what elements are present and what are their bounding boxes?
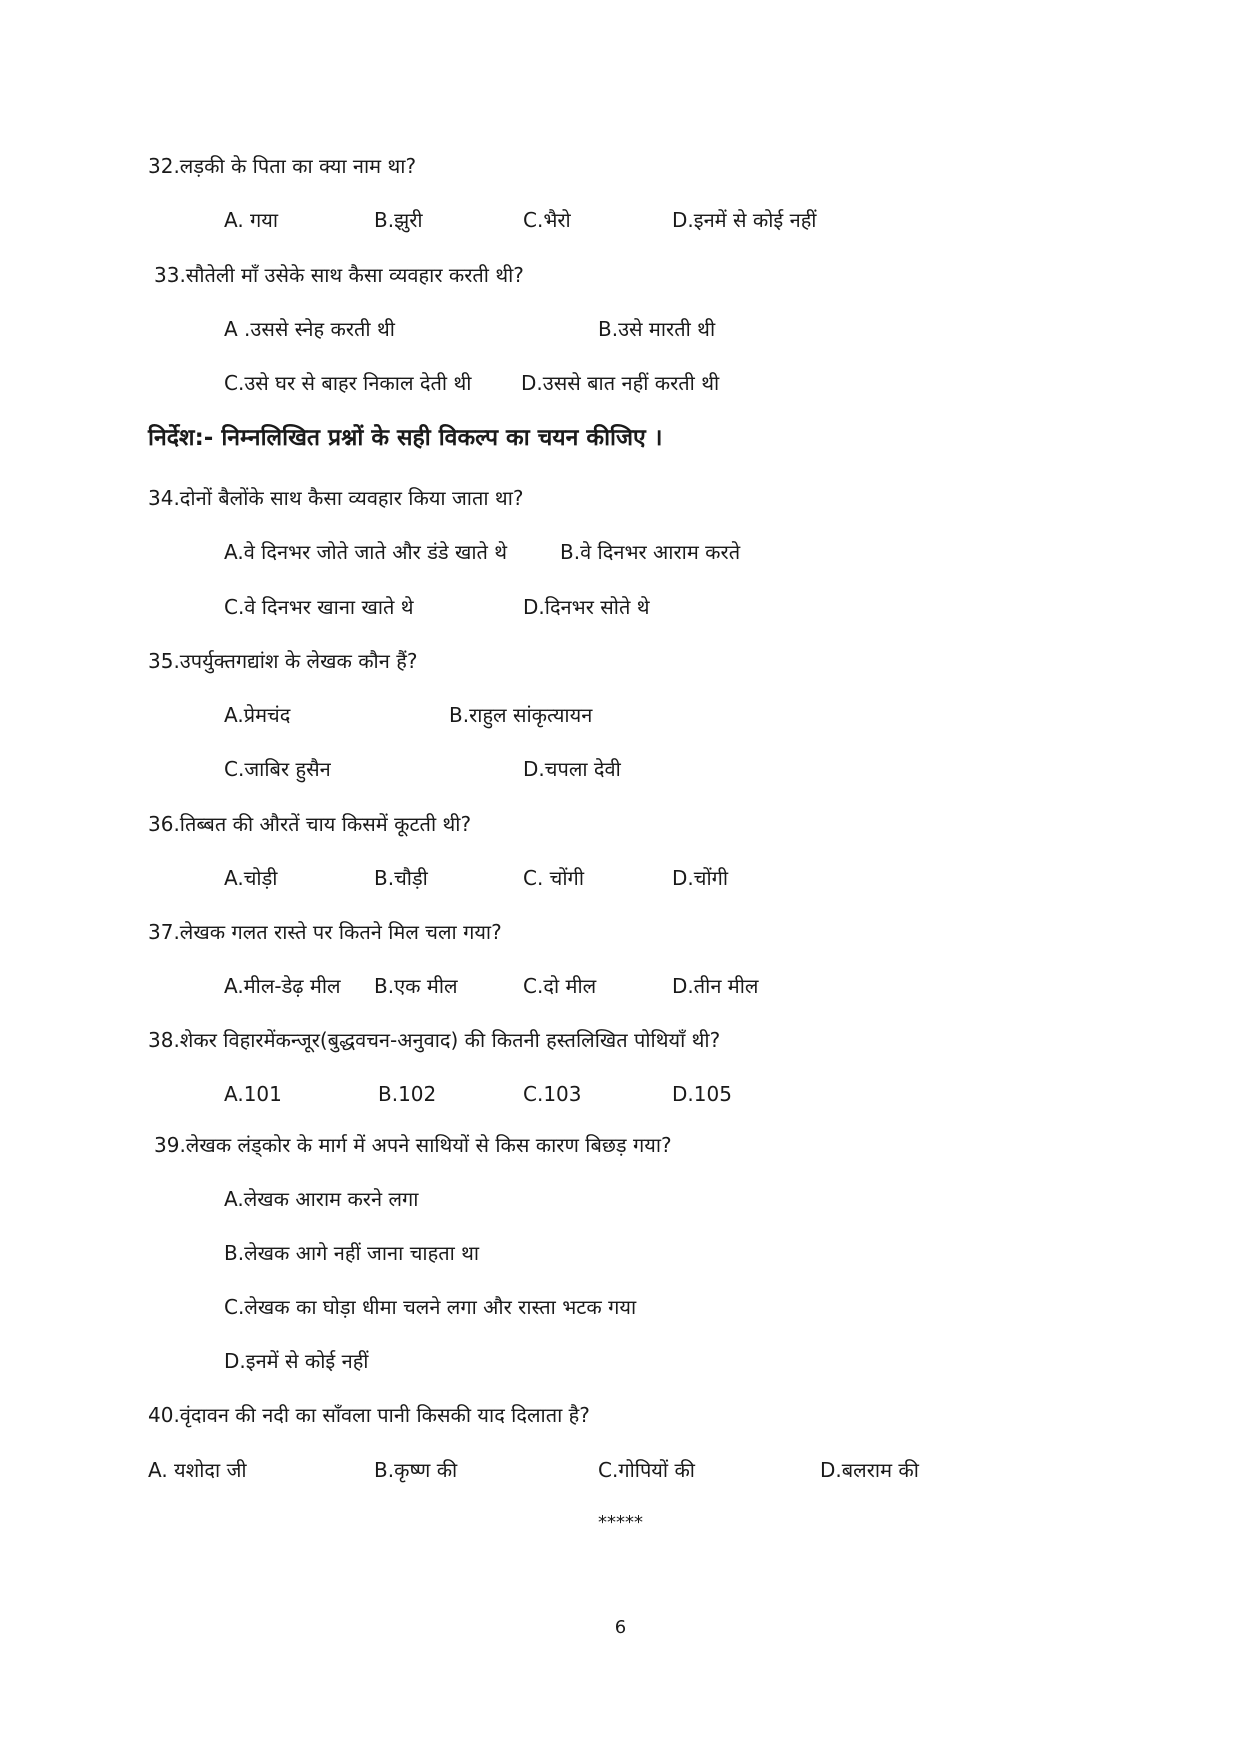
end-marker: ***** bbox=[598, 1512, 643, 1533]
question-text: 39.लेखक लंड्कोर के मार्ग में अपने साथियों से किस कारण बिछड़ गया? bbox=[154, 1133, 672, 1157]
question-text: 33.सौतेली माँ उसेके साथ कैसा व्यवहार करती थी? bbox=[154, 263, 524, 287]
question-text: 36.तिब्बत की औरतें चाय किसमें कूटती थी? bbox=[148, 812, 472, 836]
question-text: 35.उपर्युक्तगद्यांश के लेखक कौन हैं? bbox=[148, 649, 418, 673]
option-text: A.वे दिनभर जोते जाते और डंडे खाते थे bbox=[224, 540, 508, 564]
option-text: D.105 bbox=[672, 1082, 732, 1106]
option-text: C.गोपियों की bbox=[598, 1458, 695, 1482]
question-text: 32.लड़की के पिता का क्या नाम था? bbox=[148, 154, 417, 178]
option-text: C.दो मील bbox=[523, 974, 597, 998]
option-text: C. चोंगी bbox=[523, 866, 584, 890]
question-text: 37.लेखक गलत रास्ते पर कितने मिल चला गया? bbox=[148, 920, 502, 944]
option-text: B.एक मील bbox=[374, 974, 458, 998]
option-text: D.उससे बात नहीं करती थी bbox=[521, 371, 720, 395]
option-text: D.चपला देवी bbox=[523, 757, 621, 781]
option-text: B.चौड़ी bbox=[374, 866, 428, 890]
option-text: A.चोड़ी bbox=[224, 866, 278, 890]
option-text: D.दिनभर सोते थे bbox=[523, 595, 650, 619]
option-text: C.जाबिर हुसैन bbox=[224, 757, 331, 781]
option-text: D.इनमें से कोई नहीं bbox=[672, 208, 817, 232]
question-text: 34.दोनों बैलोंके साथ कैसा व्यवहार किया जाता था? bbox=[148, 486, 524, 510]
option-text: B.झुरी bbox=[374, 208, 423, 232]
option-text: C.वे दिनभर खाना खाते थे bbox=[224, 595, 414, 619]
option-text: A.प्रेमचंद bbox=[224, 703, 291, 727]
option-text: B.कृष्ण की bbox=[374, 1458, 458, 1482]
option-text: A. यशोदा जी bbox=[148, 1458, 247, 1482]
option-text: C.103 bbox=[523, 1082, 582, 1106]
option-text: C.उसे घर से बाहर निकाल देती थी bbox=[224, 371, 472, 395]
option-text: B.लेखक आगे नहीं जाना चाहता था bbox=[224, 1241, 480, 1265]
option-text: B.वे दिनभर आराम करते bbox=[560, 540, 741, 564]
option-text: B.102 bbox=[378, 1082, 437, 1106]
option-text: B.उसे मारती थी bbox=[598, 317, 716, 341]
question-text: 40.वृंदावन की नदी का साँवला पानी किसकी याद दिलाता है? bbox=[148, 1403, 590, 1427]
option-text: A .उससे स्नेह करती थी bbox=[224, 317, 395, 341]
instruction-heading: निर्देश:- निम्नलिखित प्रश्नों के सही विकल्प का चयन कीजिए । bbox=[148, 425, 663, 451]
option-text: B.राहुल सांकृत्यायन bbox=[449, 703, 593, 727]
option-text: A. गया bbox=[224, 208, 279, 232]
option-text: A.लेखक आराम करने लगा bbox=[224, 1187, 419, 1211]
option-text: C.भैरो bbox=[523, 208, 571, 232]
option-text: C.लेखक का घोड़ा धीमा चलने लगा और रास्ता भटक गया bbox=[224, 1295, 637, 1319]
option-text: D.चोंगी bbox=[672, 866, 729, 890]
option-text: D.तीन मील bbox=[672, 974, 759, 998]
page-number: 6 bbox=[614, 1617, 627, 1638]
option-text: A.101 bbox=[224, 1082, 282, 1106]
option-text: D.बलराम की bbox=[820, 1458, 919, 1482]
option-text: A.मील-डेढ़ मील bbox=[224, 974, 341, 998]
question-text: 38.शेकर विहारमेंकन्जूर(बुद्धवचन-अनुवाद) की कितनी हस्तलिखित पोथियाँ थी? bbox=[148, 1028, 721, 1052]
option-text: D.इनमें से कोई नहीं bbox=[224, 1349, 369, 1373]
